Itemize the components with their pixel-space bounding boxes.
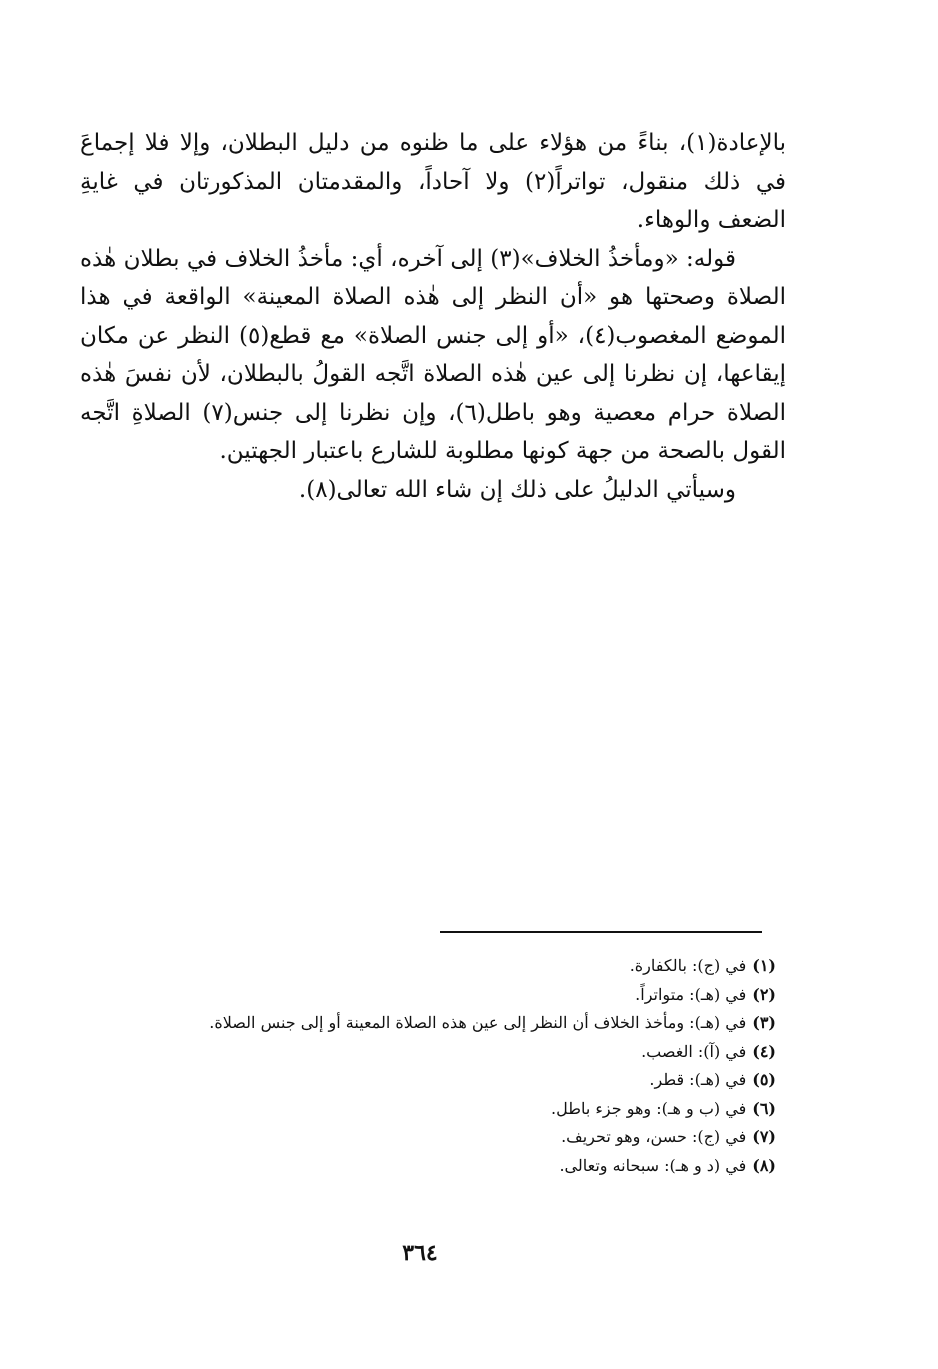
paragraph-1: بالإعادة(١)، بناءً من هؤلاء على ما ظنوه من دليل البطلان، وإلا فلا إجماعَ في ذلك منقول، تواتراً(٢) ولا آحاداً، والمقدمتان المذكورتان في غايةِ الضعف والوهاء. — [80, 130, 787, 233]
footnote-number: (٢) — [752, 984, 776, 1004]
footnote-number: (٣) — [752, 1013, 776, 1032]
footnote-text: في (ج): بالكفارة. — [629, 956, 747, 975]
footnote-5 — [156, 1066, 776, 1095]
footnote-3 — [156, 1009, 776, 1038]
footnote-number: (٥) — [752, 1070, 776, 1089]
main-text-body — [80, 124, 786, 509]
footnote-6 — [156, 1095, 776, 1124]
footnote-1 — [156, 952, 776, 981]
footnote-separator — [440, 931, 762, 933]
footnote-number: (٤) — [752, 1041, 776, 1061]
footnote-text: في (ب و هـ): وهو جزء باطل. — [551, 1098, 747, 1118]
footnote-7 — [156, 1123, 776, 1152]
footnote-text: في (هـ): متواتراً. — [635, 984, 747, 1004]
footnote-number: (٧) — [752, 1127, 776, 1146]
paragraph-2: قوله: «ومأخذُ الخلاف»(٣) إلى آخره، أي: مأخذُ الخلاف في بطلان هٰذه الصلاة وصحتها هو «أن النظر إلى هٰذه الصلاة المعينة» الواقعة في هذا الموضع المغصوب(٤)، «أو إلى جنس الصلاة» مع قطع(٥) النظر عن مكان إيقاعها، إن نظرنا إلى عين هٰذه الصلاة اتَّجه القولُ بالبطلان، لأن نفسَ هٰذه الصلاة حرام معصية وهو باطل(٦)، وإن نظرنا إلى جنس(٧) الصلاةِ اتَّجه القول بالصحة من جهة كونها مطلوبة للشارع باعتبار الجهتين. — [80, 245, 787, 464]
footnote-number: (٨) — [752, 1155, 776, 1175]
footnote-text: في (ج): حسن، وهو تحريف. — [561, 1127, 747, 1146]
footnotes-list — [156, 952, 776, 1180]
footnote-2 — [156, 981, 776, 1010]
footnote-number: (٦) — [752, 1098, 776, 1118]
footnote-text: في (هـ): ومأخذ الخلاف أن النظر إلى عين هذه الصلاة المعينة أو إلى جنس الصلاة. — [209, 1013, 747, 1032]
footnote-number: (١) — [752, 956, 776, 975]
footnote-8 — [156, 1152, 776, 1181]
page-number: ٣٦٤ — [402, 1240, 438, 1266]
footnote-text: في (هـ): قطر. — [649, 1070, 747, 1089]
footnote-text: في (د و هـ): سبحانه وتعالى. — [559, 1155, 747, 1175]
footnote-4 — [156, 1038, 776, 1067]
footnote-text: في (آ): الغصب. — [641, 1041, 747, 1061]
paragraph-3: وسيأتي الدليلُ على ذلك إن شاء الله تعالى(٨). — [298, 476, 736, 503]
